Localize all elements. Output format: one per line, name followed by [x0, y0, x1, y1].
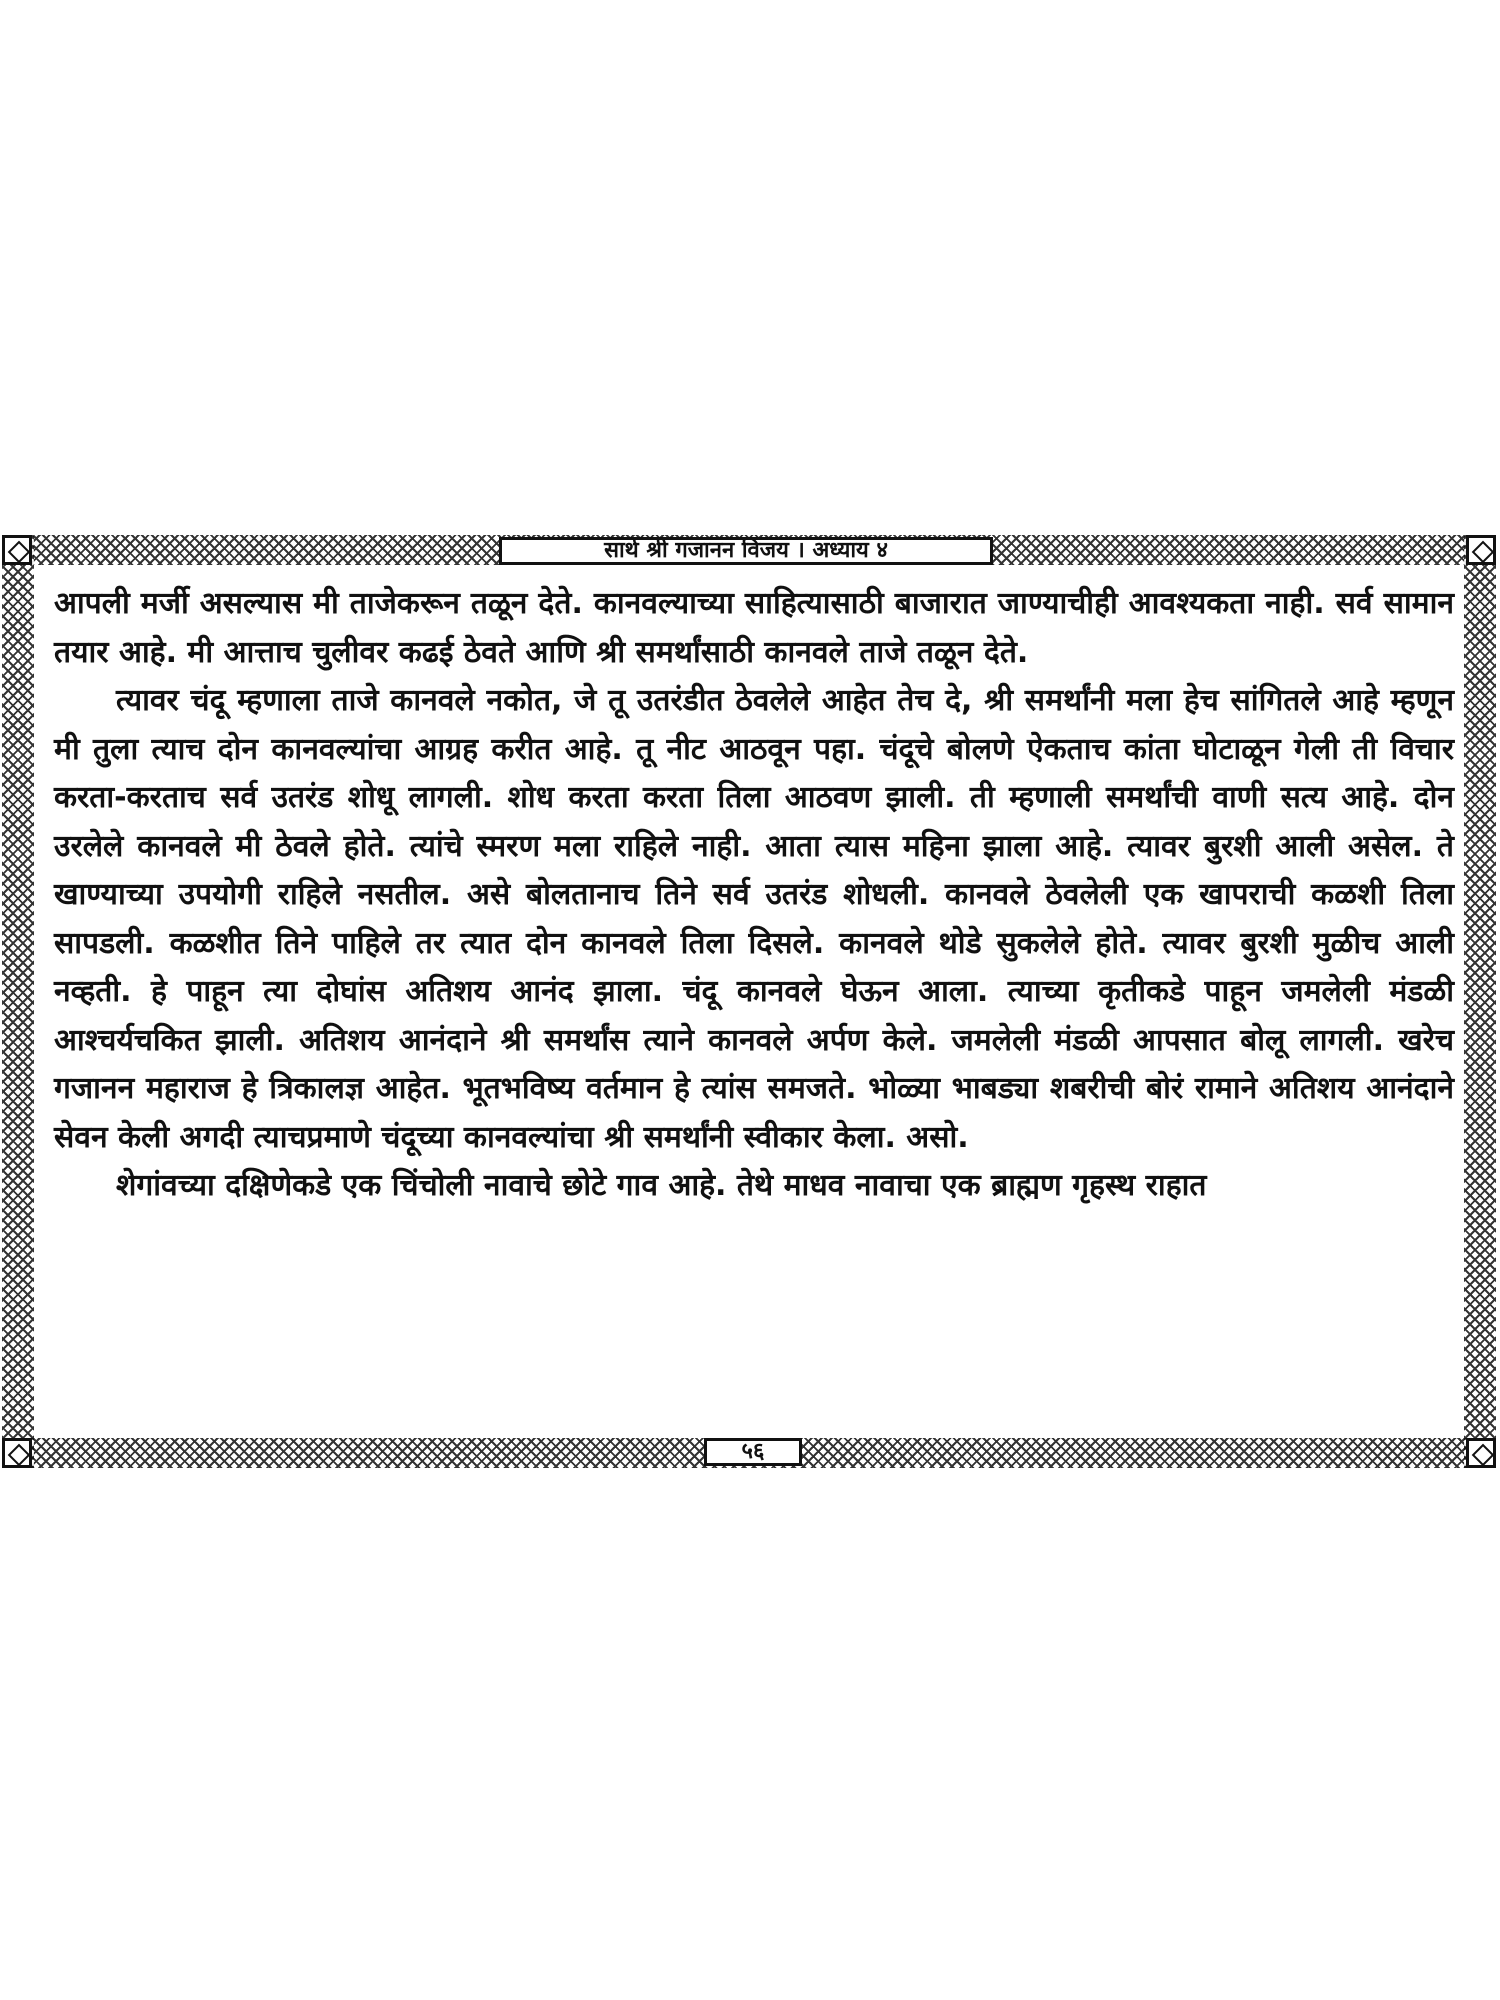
left-border [2, 535, 34, 1468]
page-body-text [54, 580, 1454, 1211]
paragraph: शेगांवच्या दक्षिणेकडे एक चिंचोली नावाचे छोटे गाव आहे. तेथे माधव नावाचा एक ब्राह्मण गृहस्थ राहात [116, 1168, 1207, 1203]
corner-ornament-icon [1466, 1438, 1496, 1468]
corner-ornament-icon [2, 1438, 32, 1468]
right-border [1464, 535, 1496, 1468]
page-number: ५६ [704, 1438, 802, 1466]
corner-ornament-icon [2, 535, 32, 565]
running-header: सार्थ श्री गजानन विजय । अध्याय ४ [499, 537, 993, 565]
corner-ornament-icon [1466, 535, 1496, 565]
paragraph: त्यावर चंदू म्हणाला ताजे कानवले नकोत, जे तू उतरंडीत ठेवलेले आहेत तेच दे, श्री समर्थांनी मला हेच सांगितले आहे म्हणून मी तुला त्याच दोन कानवल्यांचा आग्रह करीत आहे. तू नीट आठवून पहा. चंदूचे बोलणे ऐकताच कांता घोटाळून गेली ती विचार करता-करताच सर्व उतरंड शोधू लागली. शोध करता करता तिला आठवण झाली. ती म्हणाली समर्थांची वाणी सत्य आहे. दोन उरलेले कानवले मी ठेवले होते. त्यांचे स्मरण मला राहिले नाही. आता त्यास महिना झाला आहे. त्यावर बुरशी आली असेल. ते खाण्याच्या उपयोगी राहिले नसतील. असे बोलतानाच तिने सर्व उतरंड शोधली. कानवले ठेवलेली एक खापराची कळशी तिला सापडली. कळशीत तिने पाहिले तर त्यात दोन कानवले तिला दिसले. कानवले थोडे सुकलेले होते. त्यावर बुरशी मुळीच आली नव्हती. हे पाहून त्या दोघांस अतिशय आनंद झाला. चंदू कानवले घेऊन आला. त्याच्या कृतीकडे पाहून जमलेली मंडळी आश्चर्यचकित झाली. अतिशय आनंदाने श्री समर्थांस त्याने कानवले अर्पण केले. जमलेली मंडळी आपसात बोलू लागली. खरेच गजानन महाराज हे त्रिकालज्ञ आहेत. भूतभविष्य वर्तमान हे त्यांस समजते. भोळ्या भाबड्या शबरीची बोरं रामाने अतिशय आनंदाने सेवन केली अगदी त्याचप्रमाणे चंदूच्या कानवल्यांचा श्री समर्थांनी स्वीकार केला. असो. [54, 683, 1454, 1155]
book-page [2, 535, 1496, 1468]
paragraph: आपली मर्जी असल्यास मी ताजेकरून तळून देते. कानवल्याच्या साहित्यासाठी बाजारात जाण्याचीही आवश्यकता नाही. सर्व सामान तयार आहे. मी आत्ताच चुलीवर कढई ठेवते आणि श्री समर्थांसाठी कानवले ताजे तळून देते. [54, 586, 1454, 670]
